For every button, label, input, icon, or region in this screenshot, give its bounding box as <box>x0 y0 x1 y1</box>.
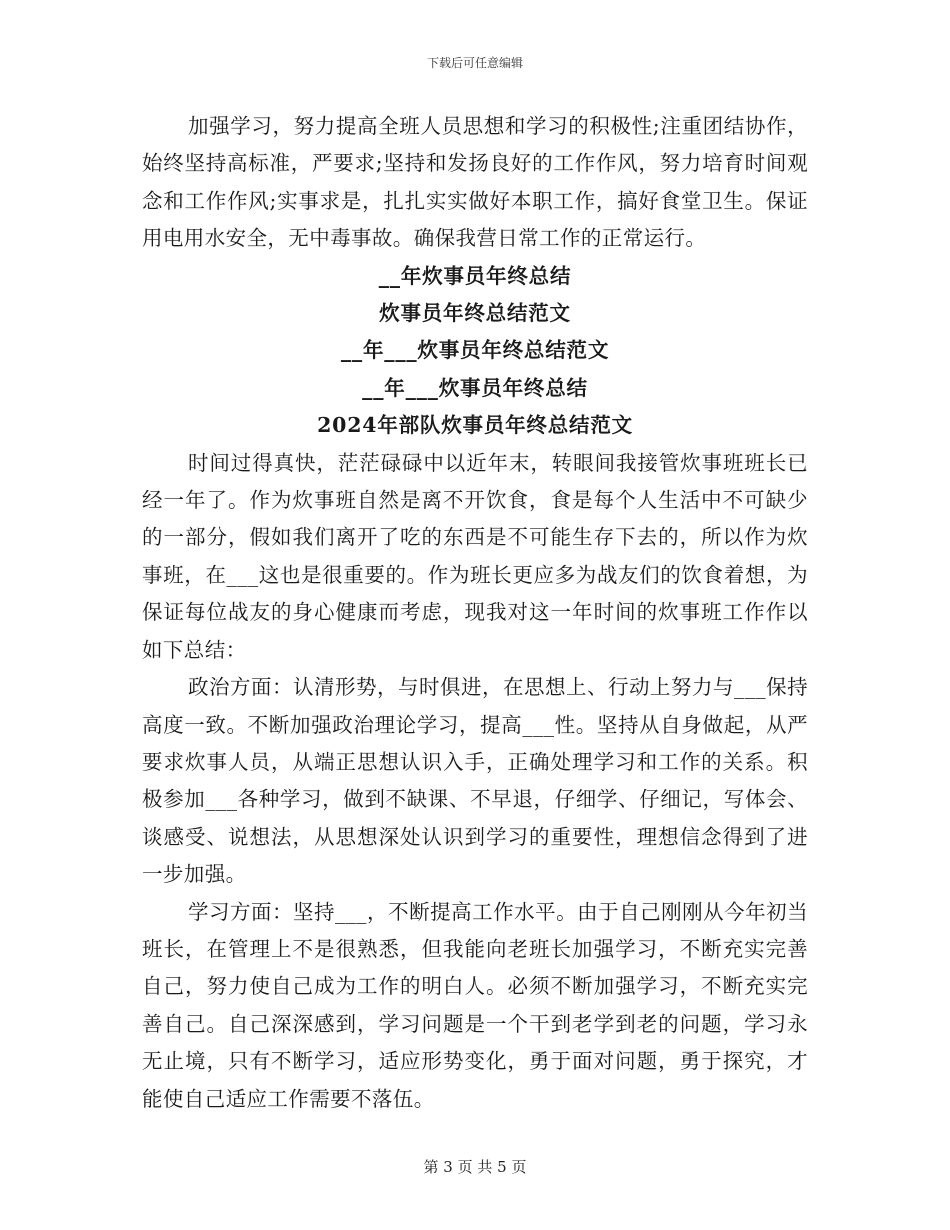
document-body <box>142 108 808 1118</box>
heading-4: __年___炊事员年终总结 <box>362 375 588 400</box>
heading-1: __年炊事员年终总结 <box>378 263 572 288</box>
paragraph-summary-intro: 时间过得真快，茫茫碌碌中以近年末，转眼间我接管炊事班班长已经一年了。作为炊事班自然是离不开饮食，食是每个人生活中不可缺少的一部分，假如我们离开了吃的东西是不可能生存下去的，所以作为炊事班，在___这也是很重要的。作为班长更应多为战友们的饮食着想，为保证每位战友的身心健康而考虑，现我对这一年时间的炊事班工作作以如下总结： <box>142 450 808 662</box>
page-footer: 第 3 页 共 5 页 <box>423 1158 527 1176</box>
heading-5: 2024年部队炊事员年终总结范文 <box>317 413 633 438</box>
heading-3: __年___炊事员年终总结范文 <box>340 338 610 363</box>
paragraph-politics: 政治方面：认清形势，与时俱进，在思想上、行动上努力与___保持高度一致。不断加强政治理论学习，提高___性。坚持从自身做起，从严要求炊事人员，从端正思想认识入手，正确处理学习和工作的关系。积极参加___各种学习，做到不缺课、不早退，仔细学、仔细记，写体会、谈感受、说想法，从思想深处认识到学习的重要性，理想信念得到了进一步加强。 <box>142 675 808 887</box>
paragraph-study: 学习方面：坚持___，不断提高工作水平。由于自己刚刚从今年初当班长，在管理上不是很熟悉，但我能向老班长加强学习，不断充实完善自己，努力使自己成为工作的明白人。必须不断加强学习，不断充实完善自己。自己深深感到，学习问题是一个干到老学到老的问题，学习永无止境，只有不断学习，适应形势变化，勇于面对问题，勇于探究，才能使自己适应工作需要不落伍。 <box>142 899 808 1111</box>
paragraph-intro: 加强学习，努力提高全班人员思想和学习的积极性;注重团结协作，始终坚持高标准，严要求;坚持和发扬良好的工作作风，努力培育时间观念和工作作风;实事求是，扎扎实实做好本职工作，搞好食堂卫生。保证用电用水安全，无中毒事故。确保我营日常工作的正常运行。 <box>142 114 808 251</box>
heading-2: 炊事员年终总结范文 <box>379 301 571 326</box>
page-header: 下载后可任意编辑 <box>426 56 523 70</box>
